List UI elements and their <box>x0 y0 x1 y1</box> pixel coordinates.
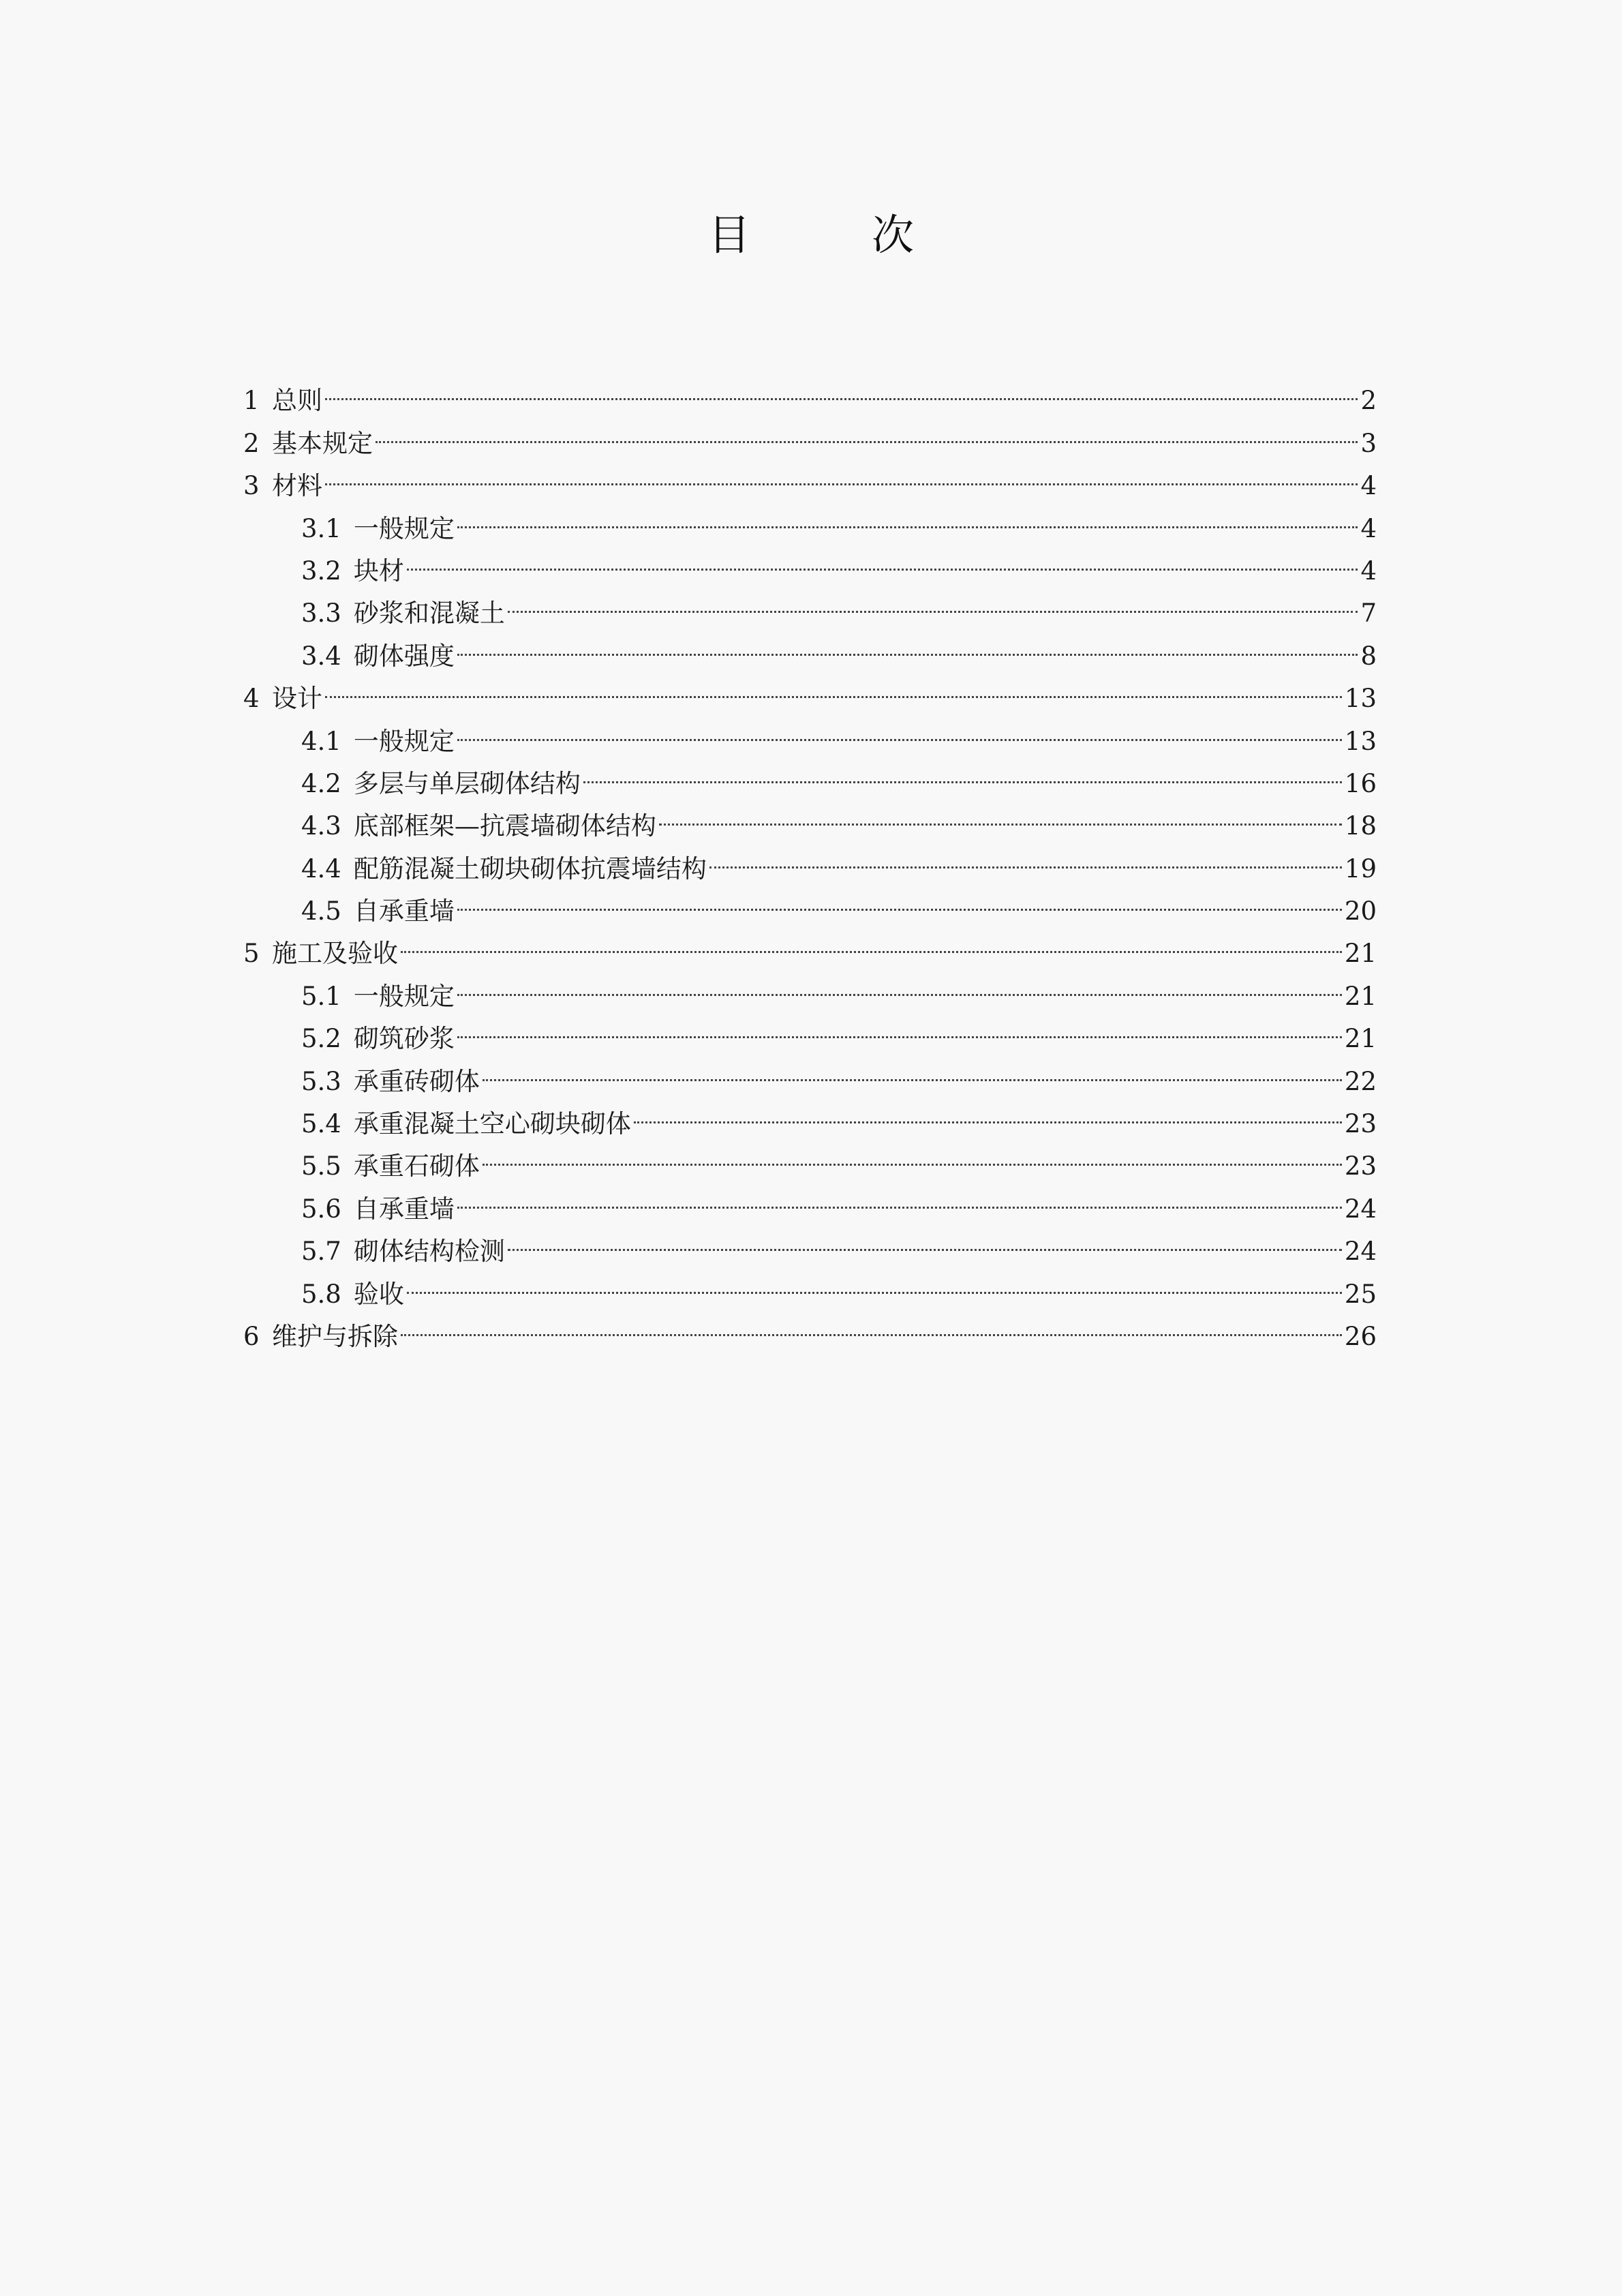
toc-entry[interactable] <box>243 707 1377 756</box>
toc-dot-leader <box>583 750 1342 792</box>
toc-dot-leader <box>376 409 1358 451</box>
toc-entry-number: 5.8 <box>301 1279 341 1309</box>
toc-entry-number: 4 <box>243 684 260 714</box>
toc-entry-number: 4.2 <box>301 768 341 798</box>
toc-dot-leader <box>457 1005 1342 1047</box>
toc-dot-leader <box>407 1260 1342 1302</box>
toc-entry-page: 21 <box>1344 939 1377 969</box>
toc-entry-number: 5 <box>243 939 260 969</box>
toc-entry[interactable] <box>243 962 1377 1011</box>
toc-entry-title: 自承重墙 <box>353 1194 455 1224</box>
toc-entry-number: 4.3 <box>301 811 341 841</box>
toc-entry-number: 4.1 <box>301 726 341 756</box>
toc-dot-leader <box>407 537 1358 579</box>
toc-dot-leader <box>483 1132 1342 1175</box>
toc-entry-title: 自承重墙 <box>353 896 455 926</box>
toc-entry-page: 24 <box>1344 1237 1377 1267</box>
toc-entry[interactable] <box>243 920 1377 969</box>
toc-entry-number: 6 <box>243 1321 260 1351</box>
toc-dot-leader <box>325 665 1342 707</box>
toc-entry-number: 3.4 <box>301 641 341 671</box>
toc-entry-title: 维护与拆除 <box>272 1321 398 1351</box>
toc-entry-number: 2 <box>243 428 260 458</box>
toc-entry-page: 2 <box>1360 386 1377 416</box>
toc-entry-title: 砌体结构检测 <box>353 1237 505 1267</box>
toc-entry-page: 3 <box>1360 428 1377 458</box>
toc-entry[interactable] <box>243 452 1377 501</box>
toc-dot-leader <box>709 834 1342 877</box>
toc-entry[interactable] <box>243 367 1377 416</box>
toc-entry-page: 26 <box>1344 1321 1377 1351</box>
toc-entry-page: 13 <box>1344 726 1377 756</box>
toc-dot-leader <box>634 1090 1342 1132</box>
toc-entry-number: 5.2 <box>301 1024 341 1054</box>
toc-entry-title: 材料 <box>272 471 322 501</box>
toc-dot-leader <box>508 1218 1342 1260</box>
toc-entry-number: 5.6 <box>301 1194 341 1224</box>
toc-entry-number: 5.4 <box>301 1109 341 1139</box>
toc-entry-title: 设计 <box>272 684 322 714</box>
toc-entry-page: 7 <box>1360 599 1377 629</box>
toc-dot-leader <box>325 367 1358 409</box>
toc-entry-title: 砌筑砂浆 <box>353 1024 455 1054</box>
toc-entry-number: 1 <box>243 386 260 416</box>
toc-entry-number: 4.5 <box>301 896 341 926</box>
toc-entry[interactable] <box>243 665 1377 714</box>
toc-entry-number: 5.3 <box>301 1066 341 1096</box>
toc-entry[interactable] <box>243 1260 1377 1309</box>
toc-entry-page: 18 <box>1344 811 1377 841</box>
toc-entry-page: 4 <box>1360 556 1377 586</box>
toc-entry-number: 5.7 <box>301 1237 341 1267</box>
toc-entry-number: 3.2 <box>301 556 341 586</box>
toc-dot-leader <box>457 877 1342 920</box>
toc-entry-number: 3.3 <box>301 599 341 629</box>
toc-dot-leader <box>401 920 1342 962</box>
toc-entry-page: 24 <box>1344 1194 1377 1224</box>
toc-entry-page: 19 <box>1344 854 1377 883</box>
toc-entry-title: 一般规定 <box>353 726 455 756</box>
toc-dot-leader <box>508 579 1358 622</box>
toc-entry-number: 4.4 <box>301 854 341 883</box>
toc-entry-title: 配筋混凝土砌块砌体抗震墙结构 <box>353 854 707 883</box>
toc-entry-title: 底部框架—抗震墙砌体结构 <box>353 811 656 841</box>
toc-entry-title: 一般规定 <box>353 981 455 1011</box>
toc-entry-page: 21 <box>1344 981 1377 1011</box>
toc-entry-title: 验收 <box>353 1279 404 1309</box>
toc-entry[interactable] <box>243 579 1377 629</box>
toc-entry-page: 4 <box>1360 471 1377 501</box>
toc-entry-page: 22 <box>1344 1066 1377 1096</box>
toc-entry[interactable] <box>243 537 1377 586</box>
toc-entry-title: 块材 <box>353 556 404 586</box>
toc-entry-title: 砌体强度 <box>353 641 455 671</box>
toc-entry-title: 基本规定 <box>272 428 373 458</box>
toc-entry-title: 施工及验收 <box>272 939 398 969</box>
toc-entry-title: 砂浆和混凝土 <box>353 599 505 629</box>
toc-dot-leader <box>483 1047 1342 1089</box>
table-of-contents <box>243 367 1377 1351</box>
toc-dot-leader <box>401 1303 1342 1345</box>
toc-entry-title: 承重石砌体 <box>353 1151 480 1181</box>
toc-entry-number: 5.1 <box>301 981 341 1011</box>
toc-entry-page: 23 <box>1344 1109 1377 1139</box>
toc-entry-page: 13 <box>1344 684 1377 714</box>
toc-dot-leader <box>457 622 1358 664</box>
toc-dot-leader <box>659 792 1342 834</box>
toc-dot-leader <box>457 494 1358 537</box>
toc-entry[interactable] <box>243 494 1377 543</box>
toc-entry-page: 23 <box>1344 1151 1377 1181</box>
toc-entry-number: 3.1 <box>301 513 341 543</box>
toc-entry-page: 21 <box>1344 1024 1377 1054</box>
toc-entry-page: 20 <box>1344 896 1377 926</box>
toc-entry-page: 25 <box>1344 1279 1377 1309</box>
toc-entry-page: 4 <box>1360 513 1377 543</box>
toc-entry-number: 3 <box>243 471 260 501</box>
toc-dot-leader <box>325 452 1358 494</box>
toc-dot-leader <box>457 707 1342 749</box>
toc-entry-page: 16 <box>1344 768 1377 798</box>
toc-entry-title: 承重混凝土空心砌块砌体 <box>353 1109 631 1139</box>
toc-entry-title: 总则 <box>272 386 322 416</box>
toc-dot-leader <box>457 962 1342 1004</box>
toc-entry-title: 一般规定 <box>353 513 455 543</box>
toc-entry-number: 5.5 <box>301 1151 341 1181</box>
toc-entry-title: 多层与单层砌体结构 <box>353 768 581 798</box>
toc-entry[interactable] <box>243 409 1377 458</box>
toc-entry-page: 8 <box>1360 641 1377 671</box>
toc-dot-leader <box>457 1175 1342 1217</box>
toc-entry[interactable] <box>243 1303 1377 1351</box>
toc-entry-title: 承重砖砌体 <box>353 1066 480 1096</box>
page-title: 目 次 <box>707 210 953 260</box>
